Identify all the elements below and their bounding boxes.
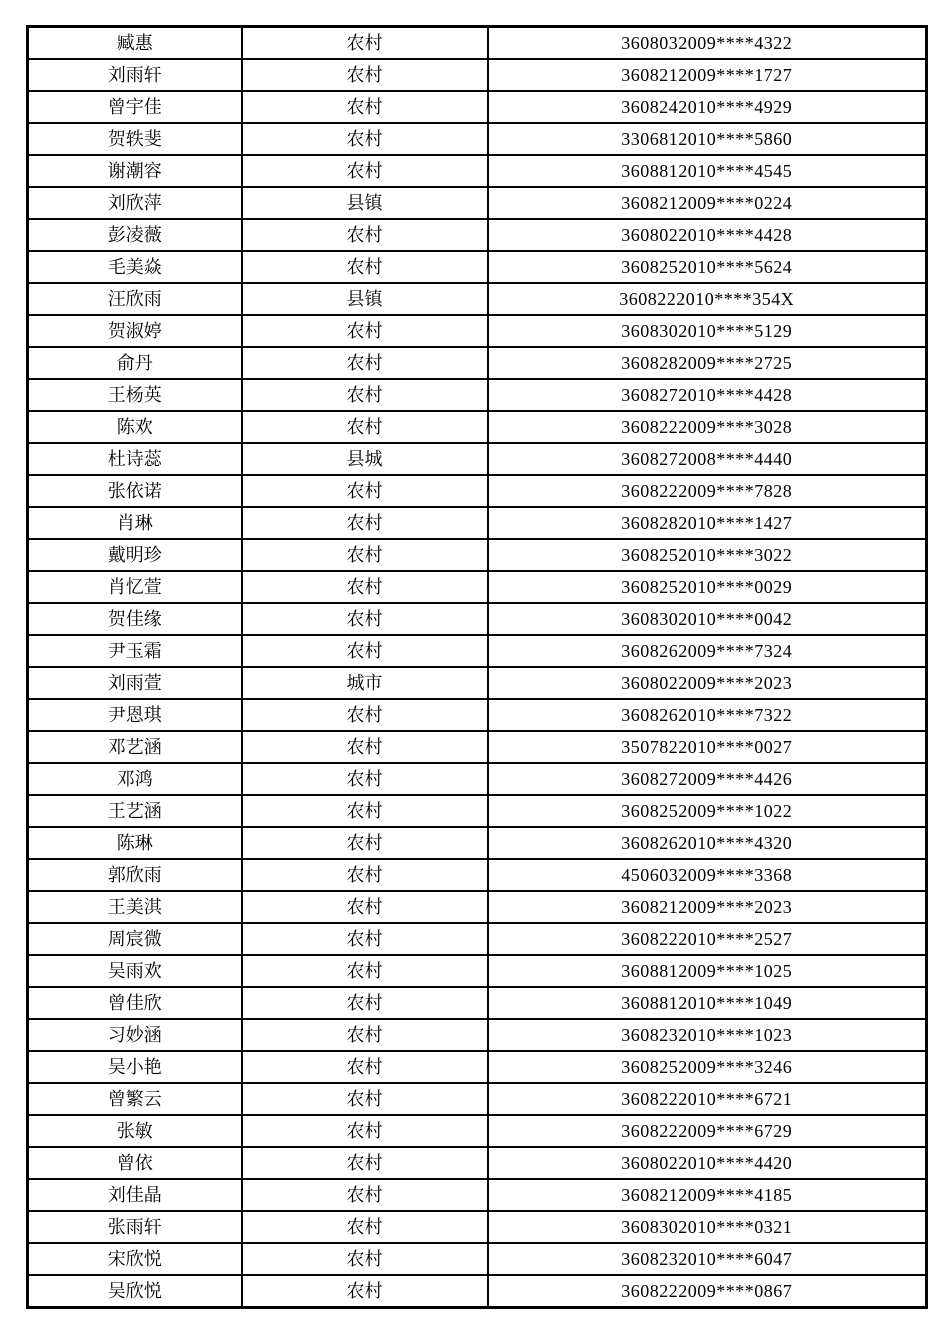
id-number-cell: 3608022010****4420 <box>488 1147 927 1179</box>
table-row <box>28 1083 927 1115</box>
student-name-cell: 俞丹 <box>28 347 242 379</box>
table-row <box>28 795 927 827</box>
residence-type-cell: 县城 <box>242 443 488 475</box>
table-row <box>28 1211 927 1243</box>
id-number-cell: 3608812010****4545 <box>488 155 927 187</box>
id-number-cell: 3608222010****2527 <box>488 923 927 955</box>
table-row <box>28 507 927 539</box>
id-number-cell: 3608272010****4428 <box>488 379 927 411</box>
student-name-cell: 刘雨萱 <box>28 667 242 699</box>
id-number-cell: 3608222010****6721 <box>488 1083 927 1115</box>
id-number-cell: 3608262009****7324 <box>488 635 927 667</box>
residence-type-cell: 农村 <box>242 955 488 987</box>
residence-type-cell: 农村 <box>242 1051 488 1083</box>
student-name-cell: 陈琳 <box>28 827 242 859</box>
id-number-cell: 3608212009****0224 <box>488 187 927 219</box>
residence-type-cell: 农村 <box>242 795 488 827</box>
id-number-cell: 3608812010****1049 <box>488 987 927 1019</box>
id-number-cell: 3608272008****4440 <box>488 443 927 475</box>
student-name-cell: 张依诺 <box>28 475 242 507</box>
student-name-cell: 曾佳欣 <box>28 987 242 1019</box>
id-number-cell: 3608022010****4428 <box>488 219 927 251</box>
student-name-cell: 贺佳缘 <box>28 603 242 635</box>
student-name-cell: 贺轶斐 <box>28 123 242 155</box>
table-row <box>28 1051 927 1083</box>
student-name-cell: 吴欣悦 <box>28 1275 242 1308</box>
residence-type-cell: 农村 <box>242 219 488 251</box>
student-name-cell: 谢潮容 <box>28 155 242 187</box>
id-number-cell: 3608812009****1025 <box>488 955 927 987</box>
table-row <box>28 59 927 91</box>
student-name-cell: 刘欣萍 <box>28 187 242 219</box>
student-name-cell: 肖忆萱 <box>28 571 242 603</box>
id-number-cell: 3608222010****354X <box>488 283 927 315</box>
id-number-cell: 3608252009****3246 <box>488 1051 927 1083</box>
residence-type-cell: 农村 <box>242 1211 488 1243</box>
id-number-cell: 3608302010****5129 <box>488 315 927 347</box>
student-name-cell: 尹玉霜 <box>28 635 242 667</box>
residence-type-cell: 农村 <box>242 1147 488 1179</box>
id-number-cell: 3507822010****0027 <box>488 731 927 763</box>
id-number-cell: 3608262010****4320 <box>488 827 927 859</box>
table-row <box>28 571 927 603</box>
id-number-cell: 3608252010****0029 <box>488 571 927 603</box>
student-name-cell: 郭欣雨 <box>28 859 242 891</box>
student-name-cell: 曾繁云 <box>28 1083 242 1115</box>
table-row <box>28 987 927 1019</box>
id-number-cell: 3608252009****1022 <box>488 795 927 827</box>
table-row <box>28 1275 927 1308</box>
student-name-cell: 张敏 <box>28 1115 242 1147</box>
residence-type-cell: 农村 <box>242 923 488 955</box>
table-row <box>28 283 927 315</box>
student-name-cell: 汪欣雨 <box>28 283 242 315</box>
residence-type-cell: 城市 <box>242 667 488 699</box>
student-name-cell: 张雨轩 <box>28 1211 242 1243</box>
residence-type-cell: 农村 <box>242 891 488 923</box>
id-number-cell: 3608212009****2023 <box>488 891 927 923</box>
table-row <box>28 411 927 443</box>
residence-type-cell: 农村 <box>242 1115 488 1147</box>
id-number-cell: 3608262010****7322 <box>488 699 927 731</box>
student-name-cell: 吴雨欢 <box>28 955 242 987</box>
residence-type-cell: 农村 <box>242 347 488 379</box>
residence-type-cell: 农村 <box>242 731 488 763</box>
id-number-cell: 4506032009****3368 <box>488 859 927 891</box>
table-row <box>28 1147 927 1179</box>
student-name-cell: 邓鸿 <box>28 763 242 795</box>
table-row <box>28 475 927 507</box>
student-name-cell: 肖琳 <box>28 507 242 539</box>
table-row <box>28 443 927 475</box>
id-number-cell: 3608302010****0042 <box>488 603 927 635</box>
residence-type-cell: 农村 <box>242 827 488 859</box>
residence-type-cell: 农村 <box>242 859 488 891</box>
student-name-cell: 曾依 <box>28 1147 242 1179</box>
table-row <box>28 923 927 955</box>
id-number-cell: 3608252010****5624 <box>488 251 927 283</box>
student-name-cell: 刘雨轩 <box>28 59 242 91</box>
residence-type-cell: 农村 <box>242 1083 488 1115</box>
residence-type-cell: 县镇 <box>242 283 488 315</box>
table-row <box>28 27 927 60</box>
residence-type-cell: 农村 <box>242 59 488 91</box>
residence-type-cell: 农村 <box>242 1019 488 1051</box>
residence-type-cell: 农村 <box>242 635 488 667</box>
residence-type-cell: 农村 <box>242 539 488 571</box>
table-row <box>28 123 927 155</box>
table-row <box>28 91 927 123</box>
residence-type-cell: 县镇 <box>242 187 488 219</box>
id-number-cell: 3608212009****4185 <box>488 1179 927 1211</box>
residence-type-cell: 农村 <box>242 507 488 539</box>
table-row <box>28 763 927 795</box>
student-name-cell: 周宸微 <box>28 923 242 955</box>
student-name-cell: 王杨英 <box>28 379 242 411</box>
student-name-cell: 杜诗蕊 <box>28 443 242 475</box>
student-name-cell: 毛美焱 <box>28 251 242 283</box>
id-number-cell: 3608232010****1023 <box>488 1019 927 1051</box>
residence-type-cell: 农村 <box>242 411 488 443</box>
id-number-cell: 3608212009****1727 <box>488 59 927 91</box>
table-row <box>28 379 927 411</box>
table-row <box>28 539 927 571</box>
records-table <box>26 25 928 1309</box>
student-name-cell: 曾宇佳 <box>28 91 242 123</box>
table-row <box>28 635 927 667</box>
student-name-cell: 尹恩琪 <box>28 699 242 731</box>
residence-type-cell: 农村 <box>242 1275 488 1308</box>
residence-type-cell: 农村 <box>242 1243 488 1275</box>
records-table-container <box>26 25 925 1309</box>
residence-type-cell: 农村 <box>242 571 488 603</box>
residence-type-cell: 农村 <box>242 699 488 731</box>
residence-type-cell: 农村 <box>242 123 488 155</box>
id-number-cell: 3608222009****6729 <box>488 1115 927 1147</box>
table-row <box>28 891 927 923</box>
table-row <box>28 859 927 891</box>
id-number-cell: 3608272009****4426 <box>488 763 927 795</box>
student-name-cell: 宋欣悦 <box>28 1243 242 1275</box>
table-row <box>28 1243 927 1275</box>
id-number-cell: 3608282009****2725 <box>488 347 927 379</box>
student-name-cell: 刘佳晶 <box>28 1179 242 1211</box>
table-row <box>28 1019 927 1051</box>
id-number-cell: 3608222009****0867 <box>488 1275 927 1308</box>
residence-type-cell: 农村 <box>242 379 488 411</box>
table-row <box>28 251 927 283</box>
table-row <box>28 731 927 763</box>
table-row <box>28 827 927 859</box>
table-row <box>28 667 927 699</box>
table-row <box>28 1115 927 1147</box>
table-row <box>28 699 927 731</box>
residence-type-cell: 农村 <box>242 1179 488 1211</box>
student-name-cell: 邓艺涵 <box>28 731 242 763</box>
student-name-cell: 吴小艳 <box>28 1051 242 1083</box>
residence-type-cell: 农村 <box>242 27 488 60</box>
id-number-cell: 3608222009****7828 <box>488 475 927 507</box>
student-name-cell: 贺淑婷 <box>28 315 242 347</box>
residence-type-cell: 农村 <box>242 155 488 187</box>
id-number-cell: 3608242010****4929 <box>488 91 927 123</box>
id-number-cell: 3608252010****3022 <box>488 539 927 571</box>
id-number-cell: 3608022009****2023 <box>488 667 927 699</box>
residence-type-cell: 农村 <box>242 91 488 123</box>
residence-type-cell: 农村 <box>242 475 488 507</box>
residence-type-cell: 农村 <box>242 763 488 795</box>
student-name-cell: 陈欢 <box>28 411 242 443</box>
table-row <box>28 603 927 635</box>
student-name-cell: 戴明珍 <box>28 539 242 571</box>
table-row <box>28 155 927 187</box>
id-number-cell: 3608032009****4322 <box>488 27 927 60</box>
id-number-cell: 3608282010****1427 <box>488 507 927 539</box>
student-name-cell: 王艺涵 <box>28 795 242 827</box>
table-row <box>28 1179 927 1211</box>
id-number-cell: 3306812010****5860 <box>488 123 927 155</box>
table-row <box>28 219 927 251</box>
id-number-cell: 3608302010****0321 <box>488 1211 927 1243</box>
id-number-cell: 3608222009****3028 <box>488 411 927 443</box>
student-name-cell: 臧惠 <box>28 27 242 60</box>
student-name-cell: 彭凌薇 <box>28 219 242 251</box>
table-body <box>28 27 927 1308</box>
residence-type-cell: 农村 <box>242 603 488 635</box>
residence-type-cell: 农村 <box>242 315 488 347</box>
id-number-cell: 3608232010****6047 <box>488 1243 927 1275</box>
table-row <box>28 187 927 219</box>
student-name-cell: 王美淇 <box>28 891 242 923</box>
table-row <box>28 315 927 347</box>
residence-type-cell: 农村 <box>242 251 488 283</box>
residence-type-cell: 农村 <box>242 987 488 1019</box>
table-row <box>28 347 927 379</box>
table-row <box>28 955 927 987</box>
student-name-cell: 习妙涵 <box>28 1019 242 1051</box>
